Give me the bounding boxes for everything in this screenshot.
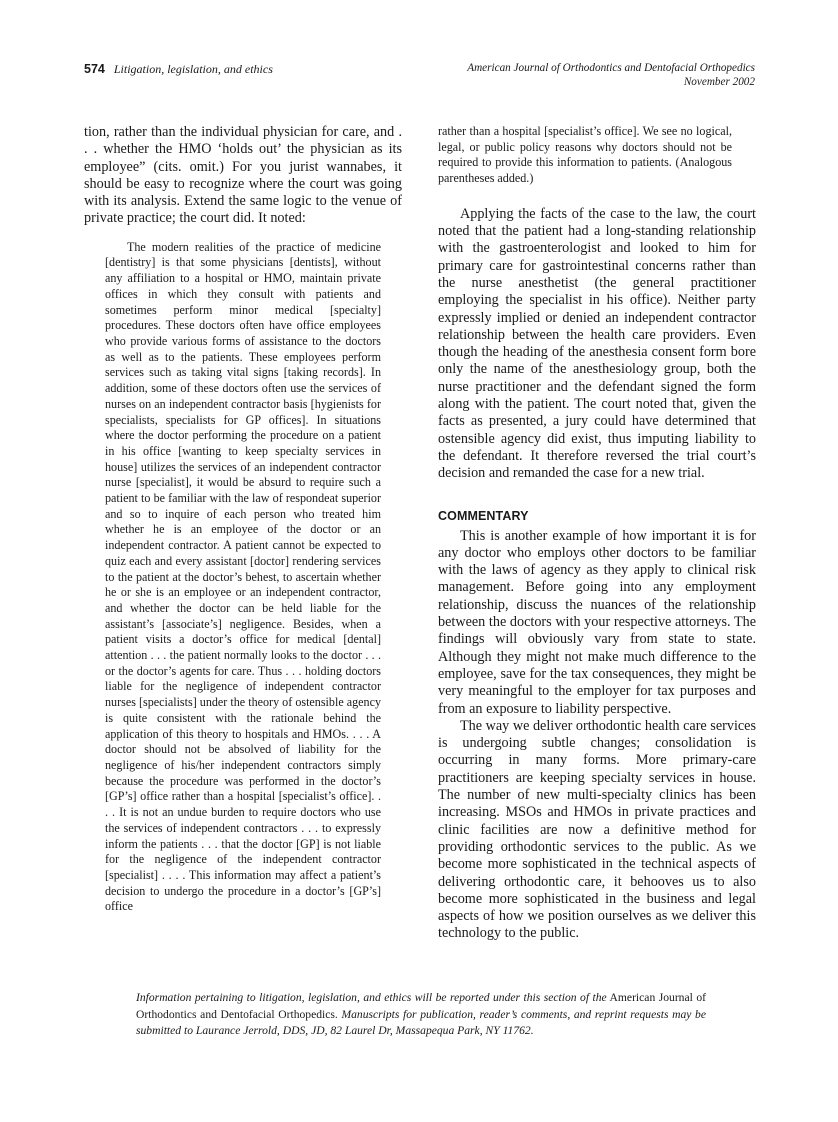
running-header-left — [84, 62, 273, 77]
footnote-journal-name: American Journal of Orthodontics and Dentofacial Orthopedics. — [136, 991, 706, 1021]
journal-title: American Journal of Orthodontics and Dentofacial Orthopedics — [467, 62, 755, 74]
commentary-paragraph-1: This is another example of how important it is for any doctor who employs other doctors to be familiar with the laws of agency as they apply to clinical risk management. Before going into any employment relationship, discuss the nuances of the relationship between the doctors with your respective attorneys. The findings will obviously vary from state to state. Although they might not make much difference to the employee, save for the tax consequences, they might be very meaningful to the employer for tax purposes and from an exposure to liability perspective. — [438, 527, 756, 717]
issue-date: November 2002 — [683, 75, 755, 88]
section-footnote — [136, 990, 706, 1040]
commentary-heading: COMMENTARY — [438, 508, 529, 523]
right-column — [438, 124, 756, 943]
block-quote: The modern realities of the practice of medicine [dentistry] is that some physicians [dentists], without any affiliation to a hospital or HMO, maintain private offices in which they consult with patients and sometimes perform minor medical [specialty] procedures. These doctors often have office employees who provide various forms of assistance to the doctors as well as to the patients. These employees perform services such as taking vital signs [taking records]. In addition, some of these doctors often use the services of nurses on an independent contractor basis [hygienists for specialists, specialists for GP offices]. In situations where the doctor performing the procedure on a patient in his office [wanting to keep specialty services in house] utilizes the services of an independent contractor nurse [specialist], it would be absurd to require such a patient to be familiar with the law of respondeat superior and so to inquire of each person who treated him whether he is an employee of the doctor or an independent contractor. A patient cannot be expected to quiz each and every assistant [doctor] rendering services to the patient at the doctor’s behest, to ascertain whether he or she is an employee or an independent contractor, and whether the doctor can be held liable for the assistant’s [associate’s] negligence. Besides, when a patient visits a doctor’s office for medical [dental] attention . . . the patient normally looks to the doctor . . . or the doctor’s agents for care. Thus . . . holding doctors liable for the negligence of independent contractor nurses [specialists] under the theory of ostensible agency is quite consistent with the rationale behind the application of this theory to hospitals and HMOs. . . . A doctor should not be absolved of liability for the negligence of his/her independent contractors simply because the procedure was performed in the doctor’s [GP’s] office rather than a hospital [specialist’s office]. . . . It is not an undue burden to require doctors who use the services of independent contractors . . . to expressly inform the patients . . . that the doctor [GP] is not liable for the negligence of the independent contractor [specialist] . . . . This information may affect a patient’s decision to undergo the procedure in a doctor’s [GP’s] office — [105, 239, 381, 914]
block-quote-continued: rather than a hospital [specialist’s office]. We see no logical, legal, or public policy reasons why doctors should not be required to provide this information to patients. (Analogous parentheses added.) — [438, 124, 732, 186]
running-header-right — [467, 62, 755, 89]
left-column — [84, 124, 402, 915]
page-number: 574 — [84, 62, 105, 76]
footnote-italic-2: Manuscripts for publication, reader’s comments, and reprint requests may be submitted to Laurance Jerrold, DDS, JD, 82 Laurel Dr, Massapequa Park, NY 11762. — [136, 1007, 706, 1037]
section-title: Litigation, legislation, and ethics — [113, 62, 273, 76]
intro-paragraph: tion, rather than the individual physician for care, and . . . whether the HMO ‘holds out’ the physician as its employee” (cits. omit.) For you jurist wannabes, it should be easy to recognize where the court was going with its analysis. Extend the same logic to the venue of private practice; the court did. It noted: — [84, 124, 402, 227]
footnote-italic-1: Information pertaining to litigation, legislation, and ethics will be reported under this section of the — [136, 991, 607, 1004]
commentary-paragraph-2: The way we deliver orthodontic health care services is undergoing subtle changes; consolidation is occurring in many forms. More primary-care practitioners are keeping specialty services in house. The number of new multi-specialty clinics has been increasing. MSOs and HMOs in private practices and clinic facilities are now a definitive method for providing orthodontic services to the public. As we become more sophisticated in the technical aspects of delivering orthodontic care, it behooves us to also become more sophisticated in the business and legal aspects of how we position ourselves as we deliver this technology to the public. — [438, 717, 756, 942]
paragraph-applying-facts: Applying the facts of the case to the law, the court noted that the patient had a long-standing relationship with the gastroenterologist and looked to him for primary care for gastrointestinal concerns rather than the nurse anesthetist (the general practitioner employing the specialist in his office). Neither party expressly implied or denied an independent contractor relationship between the health care providers. Even though the heading of the anesthesia consent form bore only the name of the anesthesiology group, both the nurse practitioner and the defendant signed the form along with the patient. The court noted that, given the facts as presented, a jury could have determined that ostensible agency did exist, thus imputing liability to the defendant. It therefore reversed the trial court’s decision and remanded the case for a new trial. — [438, 205, 756, 482]
